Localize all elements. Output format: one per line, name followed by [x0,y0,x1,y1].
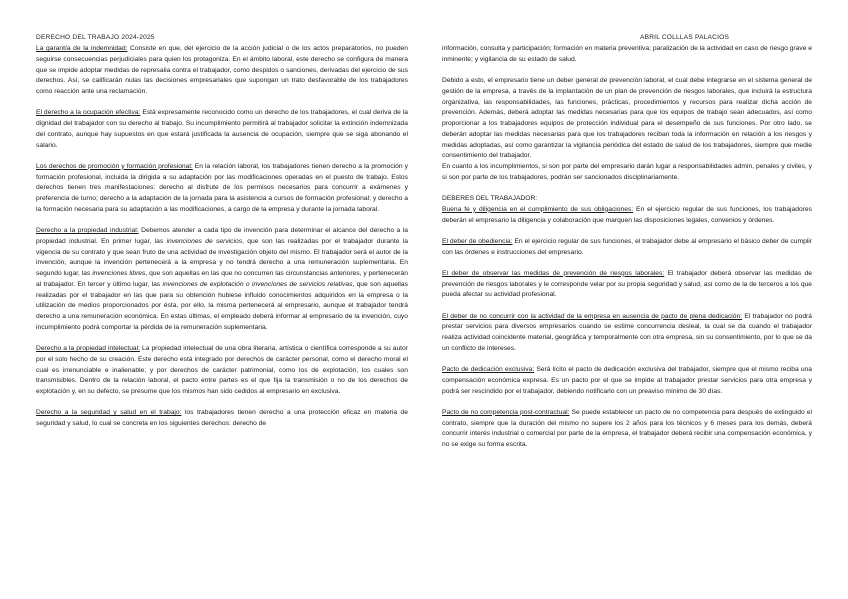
paragraph-text-part: invenciones libres [92,270,146,277]
paragraph-text-part: , que son las realizadas por el trabajador durante la vigencia de su contrato y que sean fruto de una actividad de investigación objeto del mismo. El trabajador será el autor de la invención, aunque la invención pertenecerá a la empresa y no tendrá derecho a una remuneración suplementaria. En segundo lugar, las [36,237,408,277]
paragraph-obediencia [442,237,812,259]
section-heading-deberes: DEBERES DEL TRABAJADOR: [442,195,538,202]
paragraph-text: los trabajadores tienen derecho a una protección eficaz en materia de seguridad y salud, lo cual se concreta en los siguientes derechos: derecho de [36,409,408,427]
paragraph-title: Buena fe y diligencia en el cumplimiento de sus obligaciones: [442,205,634,213]
paragraph-text: En el ejercicio regular de sus funciones, los trabajadores deberán el empresario la diligencia y colaboración que marquen las disposiciones legales, convenios y órdenes. [442,205,812,224]
paragraph-text: El trabajador deberá observar las medidas de prevención de riesgos laborales y le corresponde velar por su propia seguridad y salud, así como de la de terceros a los que pueda afectar su actividad profesional. [442,269,812,299]
left-column [36,44,408,430]
paragraph-text: El trabajador no podrá prestar servicios para diversos empresarios cuando se estime concurrencia desleal, la cual se da cuando el trabajador realiza actividad coincidente material, geográfica y temporalmente con otra empresa, sin su consentimiento, por lo que se da un conflicto de intereses. [442,312,812,352]
paragraph-text: La propiedad intelectual de una obra literaria, artística o científica corresponde a su autor por el solo hecho de su creación. Este derecho está integrado por derechos de carácter personal, como el derecho moral el cual es irrenunciable e inalienable; y por derechos de carácter patrimonial, como los de explotación, los cuales son transmisibles. Dentro de la relación laboral, el pacto entre partes es el que fija la transmisión o no de los derechos de explotación y, en su defecto, se presume que los mismos han sido cedidos al empresario en exclusiva. [36,345,408,395]
right-column [442,44,812,451]
paragraph-text-part: invenciones de explotación o invenciones de servicios relativas [162,280,353,288]
paragraph-prevencion-riesgos [442,269,812,301]
paragraph-incumplimientos [442,162,812,184]
paragraph-deber-prevencion [442,76,812,162]
paragraph-no-concurrir [442,312,812,355]
paragraph-propiedad-intelectual [36,344,408,398]
paragraph-title: Derecho a la propiedad intelectual: [36,345,140,352]
paragraph-title: El deber de obediencia: [442,237,513,245]
paragraph-text: En cuanto a los incumplimientos, si son por parte del empresario darán lugar a responsabilidades admin, penales y civiles, y si son por parte de los trabajadores, podrán ser sancionados disciplinariamente. [442,163,812,181]
paragraph-text: Debido a esto, el empresario tiene un deber general de prevención laboral, el cual debe integrarse en el sistema general de gestión de la empresa, a través de la implantación de un plan de prevención de riesgos laborales, que incluirá la estructura organizativa, las responsabilidades, las funciones, prácticas, procedimientos y recursos para realizar dicha acción de prevención. Además, deberá adoptar las medidas necesarias para que los equipos de trabajo sean adecuados, así como proporcionar a los trabajadores equipos de protección individual para el desempeño de sus funciones. Por otro lado, se deberán adoptar las medidas necesarias para que los trabajadores reciban toda la información en relación a los riesgos y medidas adoptadas, así como garantizar la vigilancia periódica del estado de salud de los trabajadores, siempre que medie consentimiento del trabajador. [442,77,812,160]
paragraph-text: En el ejercicio regular de sus funciones, el trabajador debe al empresario el básico deber de cumplir con las órdenes e instrucciones del empresario. [442,237,812,256]
paragraph-ocupacion [36,108,408,151]
paragraph-title: Pacto de no competencia post-contractual: [442,408,570,416]
paragraph-text: información, consulta y participación; formación en materia preventiva; paralización de la actividad en caso de riesgo grave e inminente; y vigilancia de su estado de salud. [442,45,812,63]
paragraph-title: Derecho a la seguridad y salud en el trabajo: [36,409,182,417]
paragraph-title: El deber de no concurrir con la actividad de la empresa en ausencia de pacto de plena dedicación: [442,312,743,320]
paragraph-title: La garantía de la indemnidad: [36,45,128,52]
paragraph-text-part: Debemos atender a cada tipo de invención para determinar el alcance del derecho a la propiedad industrial. En primer lugar, las [36,227,408,245]
paragraph-text: Será lícito el pacto de dedicación exclusiva del trabajador, siempre que el mismo reciba una compensación económica expresa. Es un pacto por el que se impide al trabajador prestar servicios para otra empresa y podrá ser rescindido por el trabajador, debiendo notificarlo con un preaviso mínimo de 30 días. [442,366,812,395]
header-author: ABRIL COLLLAS PALACIOS [640,34,730,41]
paragraph-buena-fe [442,205,812,227]
paragraph-text: Consiste en que, del ejercicio de la acción judicial o de los actos preparatorios, no pueden seguirse consecuencias perjudiciales para quien los protagoniza. En el ámbito laboral, este derecho se configura de manera que se impide adoptar medidas de represalia contra el trabajador, como despidos o sanciones, derivadas del ejercicio de sus derechos. Así, se calificarán nulas las decisiones empresariales que supongan un trato desfavorable de los trabajadores como reacción ante una reclamación. [36,45,408,95]
paragraph-no-competencia [442,408,812,451]
paragraph-promocion [36,162,408,216]
paragraph-indemnidad [36,44,408,98]
paragraph-title: El deber de observar las medidas de prevención de riesgos laborales: [442,269,665,277]
paragraph-title: Los derechos de promoción y formación profesional: [36,162,193,170]
paragraph-seguridad-salud [36,408,408,430]
paragraph-title: El derecho a la ocupación efectiva: [36,109,141,117]
paragraph-dedicacion-exclusiva [442,365,812,397]
paragraph-title: Pacto de dedicación exclusiva: [442,366,535,373]
paragraph-text-part: , que son aquellas en las que no concurren las circunstancias anteriores, y pertenecerán al trabajador. En tercer y último lugar, las [36,270,408,288]
paragraph-text: Se puede establecer un pacto de no competencia para después de extinguido el contrato, siempre que la duración del mismo no supere los 2 años para los técnicos y 6 meses para los demás, deberá concurrir interés industrial o comercial por parte de la empresa, el trabajador deberá recibir una compensación económica, y no se exige su forma escrita. [442,408,812,448]
paragraph-text-part: , que son aquellas realizadas por el trabajador en las que para su obtención hubiese influido conocimientos adquiridos en la empresa o la utilización de medios proporcionados por ésta, por ello, la misma pertenecerá al empresario, aunque el trabajador tendrá derecho a una remuneración económica. En estas últimas, el empleado deberá informar al empresario de la invención, cuyo incumplimiento podrá comportar la pérdida de la remuneración suplementaria. [36,280,408,331]
paragraph-propiedad-industrial [36,226,408,334]
paragraph-title: Derecho a la propiedad industrial: [36,227,139,234]
paragraph-continuation [442,44,812,66]
paragraph-text: En la relación laboral, los trabajadores tienen derecho a la promoción y formación profesional, incluida la dirigida a su adaptación por las modificaciones operadas en el puesto de trabajo. Estos derechos tienen tres manifestaciones: derecho al disfrute de los permisos necesarios para concurrir a exámenes y preferencia de turno; derecho a la adaptación de la jornada para la asistencia a cursos de formación profesional; y derecho a la formación necesaria para su adaptación a las modificaciones, a cargo de la empresa y durante la jornada laboral. [36,162,409,213]
paragraph-text-part: invenciones de servicios [166,237,243,245]
header-course: DERECHO DEL TRABAJO 2024-2025 [36,34,155,41]
paragraph-text: Está expresamente reconocido como un derecho de los trabajadores, el cual deriva de la dignidad del trabajador con su derecho al trabajo. Su incumplimiento permitirá al trabajador solicitar la extinción indemnizada del contrato, aunque hay supuestos en que estará justificada la ausencia de ocupación, siempre que se siga abonando el salario. [36,109,408,149]
